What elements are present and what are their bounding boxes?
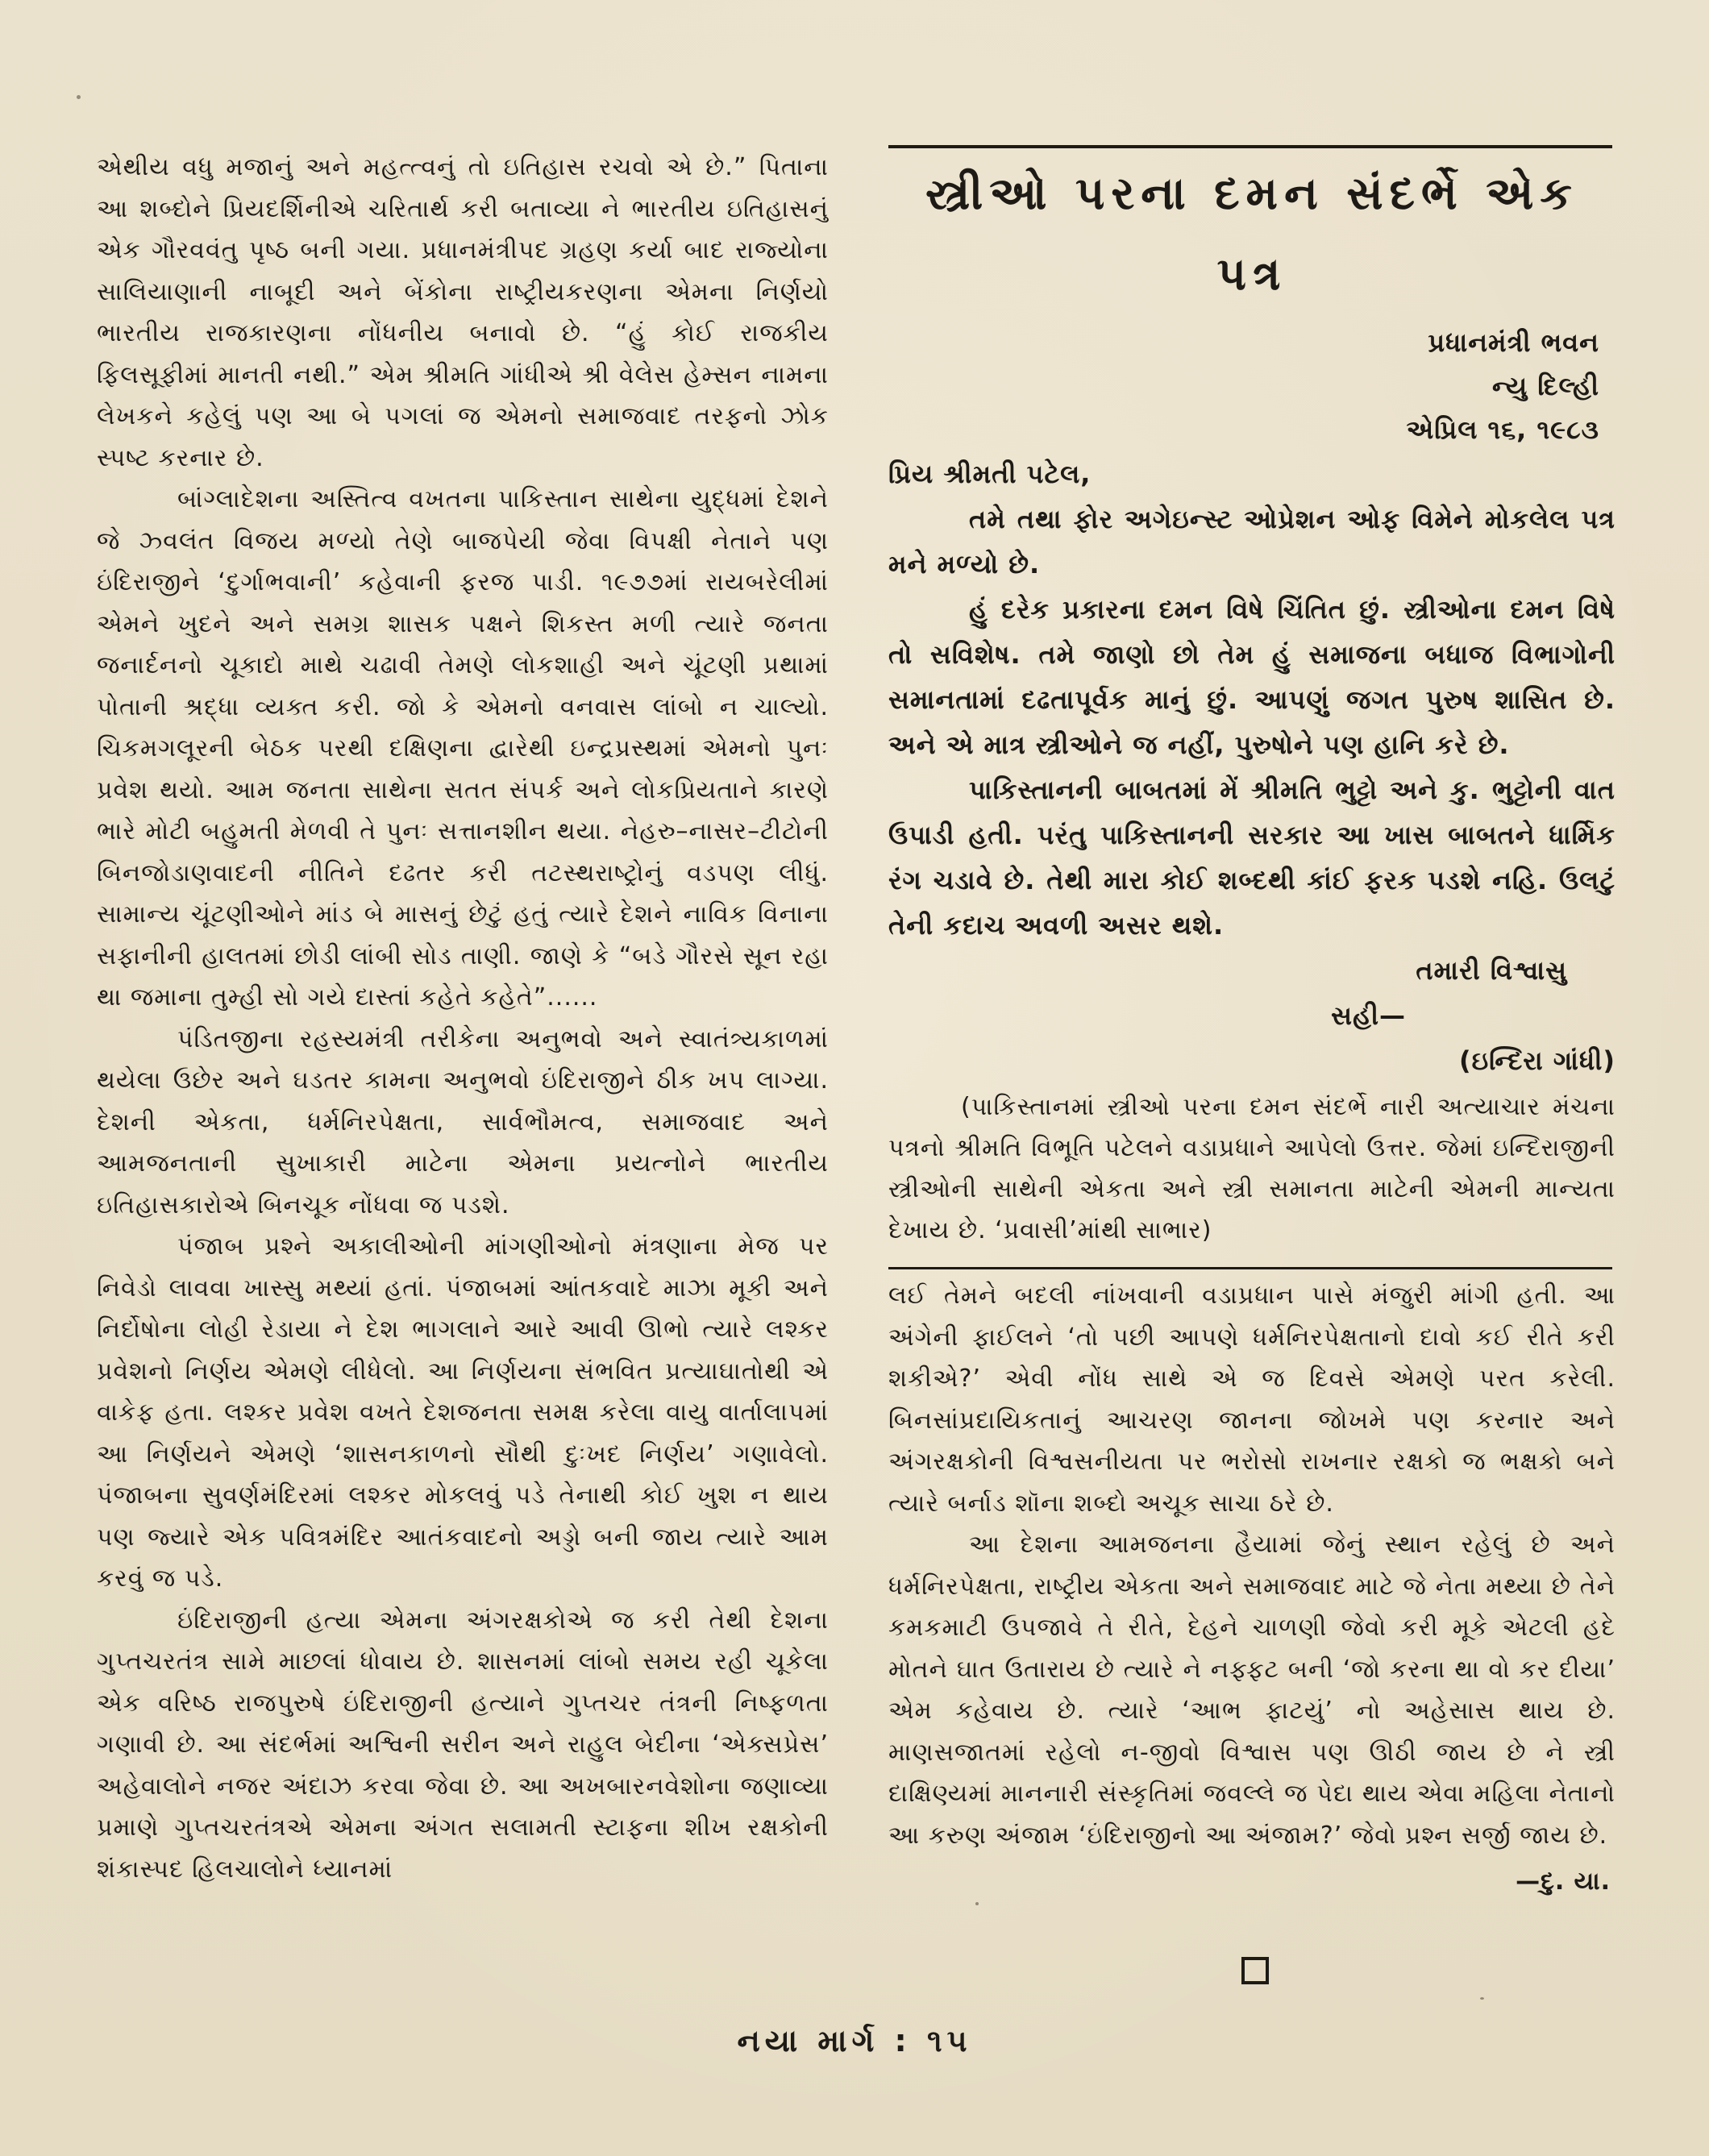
address-line: ન્યુ દિલ્હી [1491, 371, 1599, 401]
salutation: પ્રિય શ્રીમતી પટેલ, [888, 459, 1092, 489]
letter-bottom-rule [888, 1267, 1612, 1269]
article-paragraph: બાંગ્લાદેશના અસ્તિત્વ વખતના પાકિસ્તાન સાથેના યુદ્ધમાં દેશને જે ઝ્વલંત વિજય મળ્યો તેણે બાજપેયી જેવા વિપક્ષી નેતાને પણ ઇંદિરાજીને ‘દુર્ગાભવાની’ કહેવાની ફરજ પાડી. ૧૯૭૭માં રાયબરેલીમાં એમને ખુદને અને સમગ્ર શાસક પક્ષને શિકસ્ત મળી ત્યારે જનતા જનાર્દનનો ચૂકાદો માથે ચઢાવી તેમણે લોકશાહી અને ચૂંટણી પ્રથામાં પોતાની શ્રદ્ધા વ્યક્ત કરી. જો કે એમનો વનવાસ લાંબો ન ચાલ્યો. ચિકમગલૂરની બેઠક પરથી દક્ષિણના દ્વારેથી ઇન્દ્રપ્રસ્થમાં એમનો પુનઃ પ્રવેશ થયો. આમ જનતા સાથેના સતત સંપર્ક અને લોકપ્રિયતાને કારણે ભારે મોટી બહુમતી મેળવી તે પુનઃ સત્તાનશીન થયા. નેહરુ–નાસર–ટીટોની બિનજોડાણવાદની નીતિને દઢતર કરી તટસ્થરાષ્ટ્રોનું વડપણ લીધું. સામાન્ય ચૂંટણીઓને માંડ બે માસનું છેટું હતું ત્યારે દેશને નાવિક વિનાના સફાનીની હાલતમાં છોડી લાંબી સોડ તાણી. જાણે કે “બડે ગૌરસે સૂન રહા થા જમાના તુમ્હી સો ગયે દાસ્તાં કહેતે કહેતે”...... [97, 485, 829, 1012]
page-footer: નયા માર્ગ : ૧૫ [737, 2023, 972, 2058]
article-paragraph: પંજાબ પ્રશ્ને અકાલીઓની માંગણીઓનો મંત્રણાના મેજ પર નિવેડો લાવવા ખાસ્સુ મથ્યાં હતાં. પંજાબમાં આંતકવાદે માઝા મૂકી અને નિર્દોષોના લોહી રેડાયા ને દેશ ભાગલાને આરે આવી ઊભો ત્યારે લશ્કર પ્રવેશનો નિર્ણય એમણે લીધેલો. આ નિર્ણયના સંભવિત પ્રત્યાઘાતોથી એ વાકેફ હતા. લશ્કર પ્રવેશ વખતે દેશજનતા સમક્ષ કરેલા વાયુ વાર્તાલાપમાં આ નિર્ણયને એમણે ‘શાસનકાળનો સૌથી દુઃખદ નિર્ણય’ ગણાવેલો. પંજાબના સુવર્ણમંદિરમાં લશ્કર મોકલવું પડે તેનાથી કોઈ ખુશ ન થાય પણ જ્યારે એક પવિત્રમંદિર આતંકવાદનો અડ્ડો બની જાય ત્યારે આમ કરવું જ પડે. [97, 1232, 829, 1593]
right-article-column [888, 1275, 1615, 1903]
letter-paragraph: હું દરેક પ્રકારના દમન વિષે ચિંતિત છું. સ્ત્રીઓના દમન વિષે તો સવિશેષ. તમે જાણો છો તેમ હું સમાજના બધાજ વિભાગોની સમાનતામાં દઢતાપૂર્વક માનું છું. આપણું જગત પુરુષ શાસિત છે. અને એ માત્ર સ્ત્રીઓને જ નહીં, પુરુષોને પણ હાનિ કરે છે. [888, 594, 1615, 760]
left-article-column [97, 147, 829, 1890]
signed-label: સહી— [1331, 1000, 1406, 1031]
letter-date: એપ્રિલ ૧૬, ૧૯૮૩ [1406, 414, 1599, 445]
author-initials: —દુ. યા. [1516, 1867, 1611, 1896]
closing: તમારી વિશ્વાસુ [1416, 955, 1567, 986]
paper-speck [1480, 1997, 1484, 2000]
letter-box [888, 145, 1615, 1251]
letter-body [888, 451, 1615, 948]
letter-paragraph: તમે તથા ફોર અગેઇન્સ્ટ ઓપ્રેશન ઓફ વિમેને મોકલેલ પત્ર મને મળ્યો છે. [888, 504, 1615, 580]
paper-speck [77, 95, 81, 99]
letter-address [888, 321, 1615, 451]
article-paragraph: પંડિતજીના રહસ્યમંત્રી તરીકેના અનુભવો અને સ્વાતંત્ર્યકાળમાં થયેલા ઉછેર અને ઘડતર કામના અનુભવો ઇંદિરાજીને ઠીક ખપ લાગ્યા. દેશની એકતા, ધર્મનિરપેક્ષતા, સાર્વભૌમત્વ, સમાજવાદ અને આમજનતાની સુખાકારી માટેના એમના પ્રયત્નોને ભારતીય ઇતિહાસકારોએ બિનચૂક નોંધવા જ પડશે. [97, 1024, 829, 1219]
paper-speck [975, 1902, 979, 1905]
letter-note [888, 1086, 1615, 1251]
letter-title: સ્ત્રીઓ પરના દમન સંદર્ભે એક પત્ર [925, 167, 1578, 301]
article-paragraph: લઈ તેમને બદલી નાંખવાની વડાપ્રધાન પાસે મંજુરી માંગી હતી. આ અંગેની ફાઈલને ‘તો પછી આપણે ધર્મનિરપેક્ષતાનો દાવો કઈ રીતે કરી શકીએ?’ એવી નોંધ સાથે એ જ દિવસે એમણે પરત કરેલી. બિનસાંપ્રદાયિકતાનું આચરણ જાનના જોખમે પણ કરનાર અને અંગરક્ષકોની વિશ્વસનીયતા પર ભરોસો રાખનાર રક્ષકો જ ભક્ષકો બને ત્યારે બર્નાડ શૉના શબ્દો અચૂક સાચા ઠરે છે. [888, 1282, 1615, 1518]
signatory: (ઇન્દિરા ગાંધી) [1458, 1045, 1615, 1076]
article-paragraph: આ દેશના આમજનના હૈયામાં જેનું સ્થાન રહેલું છે અને ધર્મનિરપેક્ષતા, રાષ્ટ્રીય એકતા અને સમાજવાદ માટે જે નેતા મથ્યા છે તેને કમકમાટી ઉપજાવે તે રીતે, દેહને ચાળણી જેવો કરી મૂકે એટલી હદે મોતને ઘાત ઉતારાય છે ત્યારે ને નફ્ફટ બની ‘જો કરના થા વો કર દીયા’ એમ કહેવાય છે. ત્યારે ‘આભ ફાટયું’ નો અહેસાસ થાય છે. માણસજાતમાં રહેલો ન-જીવો વિશ્વાસ પણ ઊઠી જાય છે ને સ્ત્રી દાક્ષિણ્યમાં માનનારી સંસ્કૃતિમાં જવલ્લે જ પેદા થાય એવા મહિલા નેતાનો આ કરુણ અંજામ ‘ઇંદિરાજીનો આ અંજામ?’ જેવો પ્રશ્ન સર્જી જાય છે. [888, 1531, 1615, 1850]
article-paragraph: ઇંદિરાજીની હત્યા એમના અંગરક્ષકોએ જ કરી તેથી દેશના ગુપ્તચરતંત્ર સામે માછલાં ધોવાય છે. શાસનમાં લાંબો સમય રહી ચૂકેલા એક વરિષ્ઠ રાજપુરુષે ઇંદિરાજીની હત્યાને ગુપ્તચર તંત્રની નિષ્ફળતા ગણાવી છે. આ સંદર્ભમાં અશ્વિની સરીન અને રાહુલ બેદીના ‘એક્સપ્રેસ’ અહેવાલોને નજર અંદાઝ કરવા જેવા છે. આ અખબારનવેશોના જણાવ્યા પ્રમાણે ગુપ્તચરતંત્રએ એમના અંગત સલામતી સ્ટાફના શીખ રક્ષકોની શંકાસ્પદ હિલચાલોને ધ્યાનમાં [97, 1606, 829, 1884]
end-mark-icon [1241, 1957, 1269, 1984]
address-line: પ્રધાનમંત્રી ભવન [1428, 327, 1599, 358]
article-paragraph: એથીય વધુ મજાનું અને મહત્ત્વનું તો ઇતિહાસ રચવો એ છે.” પિતાના આ શબ્દોને પ્રિયદર્શિનીએ ચરિતાર્થ કરી બતાવ્યા ને ભારતીય ઇતિહાસનું એક ગૌરવવંતુ પૃષ્ઠ બની ગયા. પ્રધાનમંત્રીપદ ગ્રહણ કર્યા બાદ રાજ્યોના સાલિયાણાની નાબૂદી અને બેંકોના રાષ્ટ્રીયકરણના એમના નિર્ણયો ભારતીય રાજકારણના નોંધનીય બનાવો છે. “હું કોઈ રાજકીય ફિલસૂફીમાં માનતી નથી.” એમ શ્રીમતિ ગાંધીએ શ્રી વેલેસ હેમ્સન નામના લેખકને કહેલું પણ આ બે પગલાં જ એમનો સમાજવાદ તરફનો ઝોક સ્પષ્ટ કરનાર છે. [97, 153, 829, 472]
letter-signature [888, 948, 1615, 1083]
letter-paragraph: પાકિસ્તાનની બાબતમાં મેં શ્રીમતિ ભુટ્ટો અને કુ. ભુટ્ટોની વાત ઉપાડી હતી. પરંતુ પાકિસ્તાનની સરકાર આ ખાસ બાબતને ધાર્મિક રંગ ચડાવે છે. તેથી મારા કોઈ શબ્દથી કાંઈ ફરક પડશે નહિ. ઉલટું તેની કદાચ અવળી અસર થશે. [888, 775, 1615, 941]
note-text: (પાકિસ્તાનમાં સ્ત્રીઓ પરના દમન સંદર્ભે નારી અત્યાચાર મંચના પત્રનો શ્રીમતિ વિભૂતિ પટેલને વડાપ્રધાને આપેલો ઉત્તર. જેમાં ઇન્દિરાજીની સ્ત્રીઓની સાથેની એકતા અને સ્ત્રી સમાનતા માટેની એમની માન્યતા દેખાય છે. ‘પ્રવાસી’માંથી સાભાર) [888, 1093, 1615, 1244]
